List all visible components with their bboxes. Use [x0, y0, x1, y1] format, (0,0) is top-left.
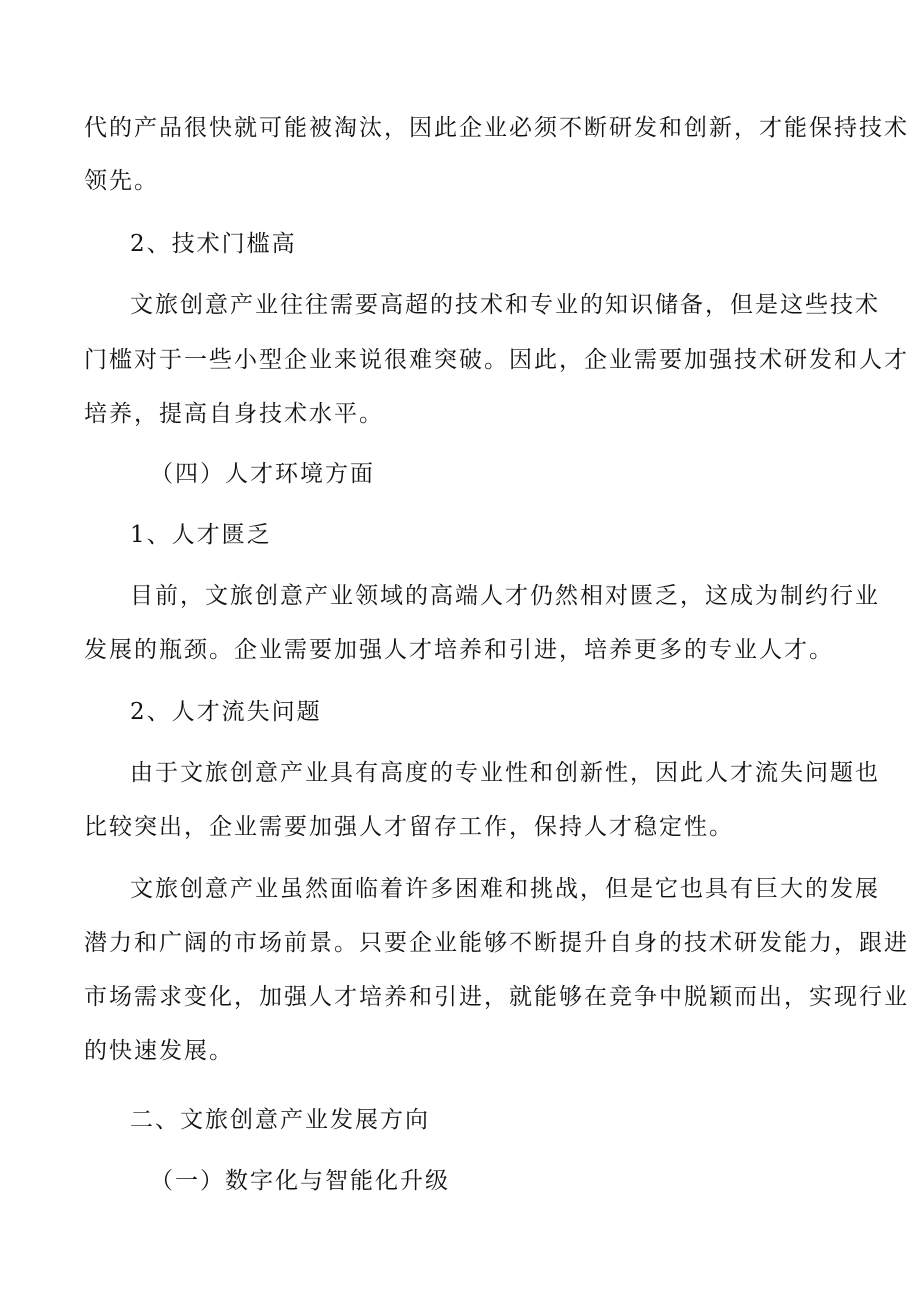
paragraph-line: 市场需求变化，加强人才培养和引进，就能够在竞争中脱颖而出，实现行业 — [84, 984, 909, 1010]
paragraph-line: 发展的瓶颈。企业需要加强人才培养和引进，培养更多的专业人才。 — [84, 637, 834, 663]
paragraph-line: 由于文旅创意产业具有高度的专业性和创新性，因此人才流失问题也 — [130, 760, 880, 786]
section-heading: 2、技术门槛高 — [130, 231, 297, 257]
paragraph-line: 代的产品很快就可能被淘汰，因此企业必须不断研发和创新，才能保持技术 — [84, 115, 909, 141]
section-heading: （四）人才环境方面 — [150, 461, 375, 487]
paragraph-line: 培养，提高自身技术水平。 — [84, 401, 384, 427]
paragraph-line: 的快速发展。 — [84, 1038, 234, 1064]
chapter-heading: 二、文旅创意产业发展方向 — [130, 1107, 430, 1133]
section-heading: （一）数字化与智能化升级 — [150, 1168, 450, 1194]
paragraph-line: 潜力和广阔的市场前景。只要企业能够不断提升自身的技术研发能力，跟进 — [84, 930, 909, 956]
paragraph-line: 门槛对于一些小型企业来说很难突破。因此，企业需要加强技术研发和人才 — [84, 347, 909, 373]
paragraph-line: 比较突出，企业需要加强人才留存工作，保持人才稳定性。 — [84, 814, 734, 840]
paragraph-line: 领先。 — [84, 168, 159, 194]
paragraph-line: 目前，文旅创意产业领域的高端人才仍然相对匮乏，这成为制约行业 — [130, 583, 880, 609]
paragraph-line: 文旅创意产业往往需要高超的技术和专业的知识储备，但是这些技术 — [130, 292, 880, 318]
section-heading: 1、人才匮乏 — [130, 522, 272, 548]
paragraph-line: 文旅创意产业虽然面临着许多困难和挑战，但是它也具有巨大的发展 — [130, 876, 880, 902]
section-heading: 2、人才流失问题 — [130, 699, 322, 725]
